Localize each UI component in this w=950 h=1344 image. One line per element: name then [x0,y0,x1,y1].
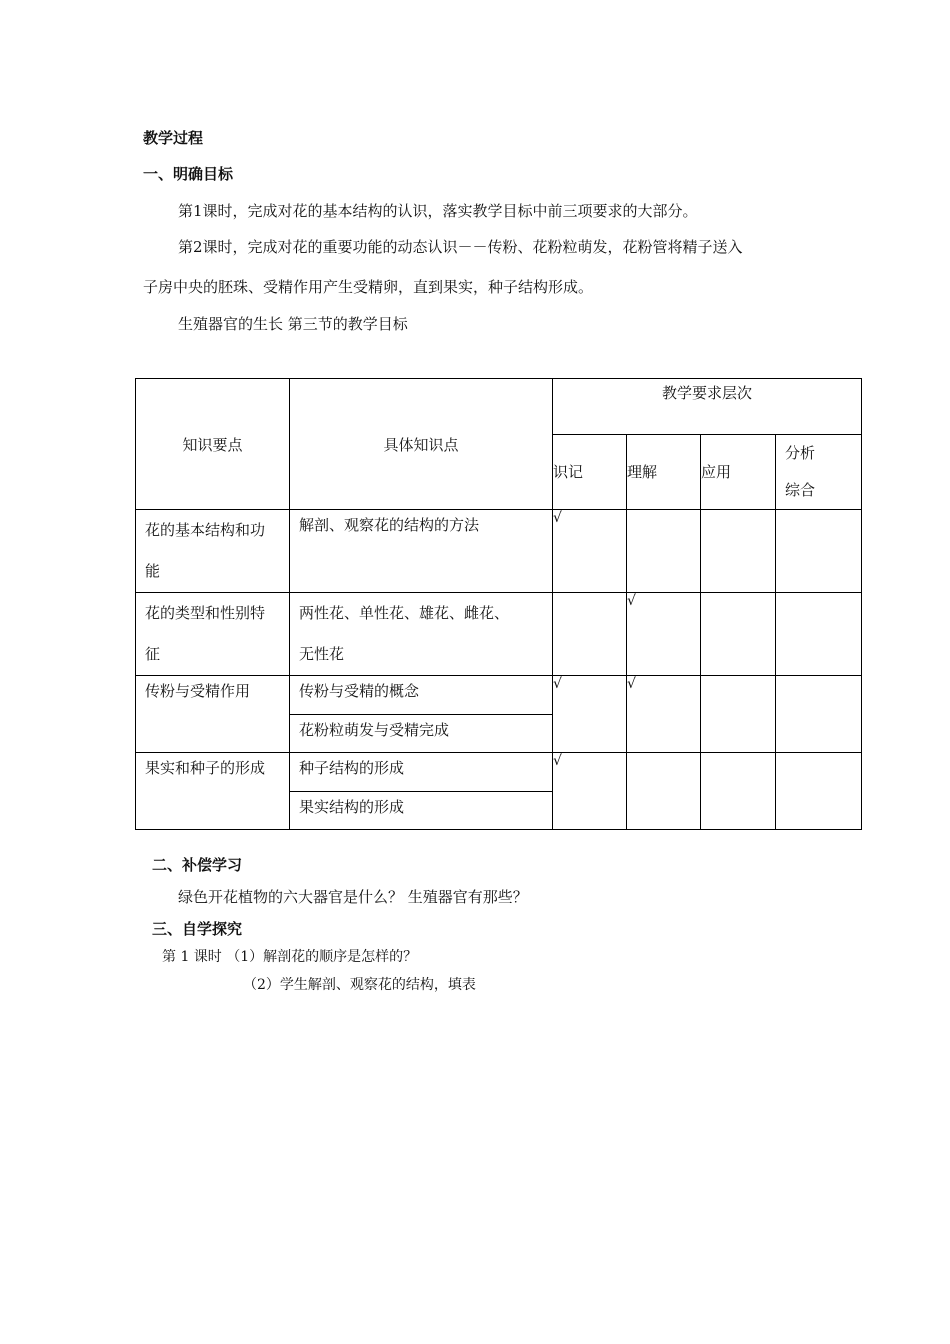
row4-understand [627,753,701,830]
section2-title: 二、补偿学习 [152,856,243,874]
header-specific-point: 具体知识点 [290,379,553,510]
row1-memorize: √ [553,510,627,593]
row3-understand: √ [627,676,701,753]
section3-line1: 第 1 课时 （1）解剖花的顺序是怎样的？ [162,949,418,965]
row2-memorize [553,593,627,676]
row3-apply [701,676,776,753]
table-row [136,676,862,715]
row4-analyze [776,753,862,830]
header-level-understand: 理解 [627,435,701,510]
header-knowledge-point: 知识要点 [136,379,290,510]
row4-detail-a: 种子结构的形成 [290,753,553,792]
row3-memorize: √ [553,676,627,753]
row2-analyze [776,593,862,676]
row4-detail-b: 果实结构的形成 [290,792,553,830]
section1-para1: 第1课时，完成对花的基本结构的认识，落实教学目标中前三项要求的大部分。 [178,202,698,220]
row3-detail-a: 传粉与受精的概念 [290,676,553,715]
row4-key: 果实和种子的形成 [136,753,290,830]
row1-detail: 解剖、观察花的结构的方法 [290,510,553,593]
header-level-apply: 应用 [701,435,776,510]
table-row [136,593,862,676]
section2-text: 绿色开花植物的六大器官是什么？ 生殖器官有那些？ [178,888,528,906]
table-row [136,510,862,593]
row3-analyze [776,676,862,753]
row2-apply [701,593,776,676]
section1-para2-line1: 第2课时，完成对花的重要功能的动态认识－－传粉、花粉粒萌发，花粉管将精子送入 [178,238,743,256]
row2-detail: 两性花、单性花、雄花、雌花、 无性花 [290,593,553,676]
header-level-analyze: 分析 综合 [776,435,862,510]
header-level-memorize: 识记 [553,435,627,510]
header-requirement-levels: 教学要求层次 [553,379,862,435]
row4-apply [701,753,776,830]
row1-apply [701,510,776,593]
row4-memorize: √ [553,753,627,830]
section1-para2-line2: 子房中央的胚珠、受精作用产生受精卵，直到果实，种子结构形成。 [143,278,594,296]
row2-understand: √ [627,593,701,676]
page-heading: 教学过程 [143,129,204,147]
row3-detail-b: 花粉粒萌发与受精完成 [290,715,553,753]
table-caption: 生殖器官的生长 第三节的教学目标 [178,315,408,333]
section3-line2: （2）学生解剖、观察花的结构，填表 [243,977,476,993]
section1-title: 一、明确目标 [143,165,234,183]
teaching-requirements-table [135,378,862,830]
row1-key: 花的基本结构和功 能 [136,510,290,593]
row3-key: 传粉与受精作用 [136,676,290,753]
table-row [136,753,862,792]
row1-understand [627,510,701,593]
row2-key: 花的类型和性别特 征 [136,593,290,676]
section3-title: 三、自学探究 [152,920,243,938]
row1-analyze [776,510,862,593]
